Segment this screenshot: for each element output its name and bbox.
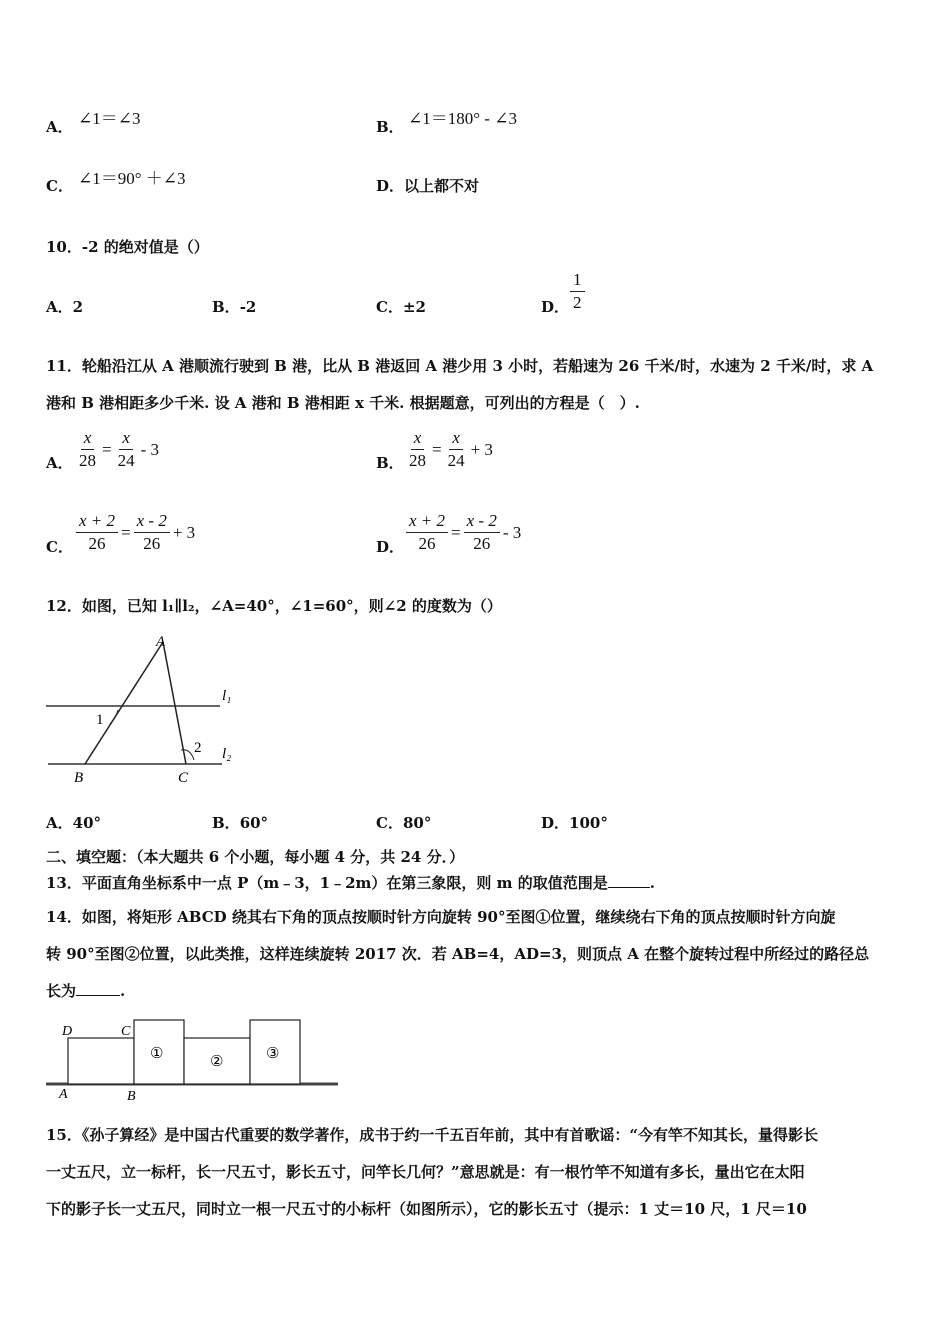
vertex-label-c: C bbox=[121, 1024, 131, 1039]
q10-option-b bbox=[212, 296, 256, 317]
vertex-label-b: B bbox=[127, 1089, 136, 1104]
q11-option-d-equation bbox=[406, 511, 524, 554]
q15-line3: 下的影子长一丈五尺，同时立一根一尺五寸的小标杆（如图所示），它的影长五寸（提示：1 丈＝10 尺，1 尺＝10 bbox=[46, 1200, 807, 1218]
fraction-numerator: x bbox=[411, 428, 425, 450]
fraction bbox=[76, 511, 118, 554]
rectangle-abcd bbox=[68, 1038, 134, 1084]
fraction-denominator: 24 bbox=[117, 451, 135, 470]
angle-label-2: 2 bbox=[194, 740, 202, 756]
q11-option-d-label: D． bbox=[376, 538, 405, 556]
q11-option-b-equation bbox=[406, 428, 496, 471]
equation-tail: - 3 bbox=[502, 522, 522, 542]
line-label-l2: l₂ bbox=[222, 746, 232, 762]
fraction-denominator: 26 bbox=[88, 534, 106, 553]
q12-option-c bbox=[376, 812, 431, 833]
q14-end: . bbox=[120, 982, 126, 1000]
option-text: 2 bbox=[72, 298, 84, 316]
option-text: 100° bbox=[569, 814, 608, 832]
fraction bbox=[406, 511, 448, 554]
option-text: ±2 bbox=[402, 298, 426, 316]
q14-body: 长为 bbox=[46, 982, 77, 1000]
fraction-numerator: x - 2 bbox=[134, 511, 170, 533]
option-label: C． bbox=[46, 177, 73, 195]
vertex-label-d: D bbox=[62, 1024, 73, 1039]
option-text: -2 bbox=[239, 298, 257, 316]
q14-line3 bbox=[46, 980, 125, 1001]
q9-option-b-expr: ∠1＝180° - ∠3 bbox=[408, 109, 517, 128]
q14-line1: 14．如图，将矩形 ABCD 绕其右下角的顶点按顺时针方向旋转 90°至图①位置，继续绕右下角的顶点按顺时针方向旋 bbox=[46, 908, 836, 926]
q9-option-c bbox=[46, 175, 73, 196]
option-label: B． bbox=[212, 814, 240, 832]
line-label-l1: l₁ bbox=[222, 688, 232, 704]
q9-option-a bbox=[46, 116, 73, 137]
fraction-denominator: 2 bbox=[573, 293, 582, 312]
fraction-numerator: x + 2 bbox=[406, 511, 448, 533]
option-text: 以上都不对 bbox=[404, 177, 480, 195]
q14-line2: 转 90°至图②位置，以此类推，这样连续旋转 2017 次．若 AB=4，AD=3，则顶点 A 在整个旋转过程中所经过的路径总 bbox=[46, 945, 870, 963]
fraction bbox=[464, 511, 500, 554]
fraction bbox=[115, 428, 138, 471]
q11-option-c-equation bbox=[76, 511, 198, 554]
option-text: 80° bbox=[402, 814, 432, 832]
q9-option-c-expr: ∠1＝90° ＋∠3 bbox=[78, 169, 186, 188]
vertex-label-a: A bbox=[156, 634, 166, 650]
q11-stem-line1: 11．轮船沿江从 A 港顺流行驶到 B 港，比从 B 港返回 A 港少用 3 小时，若船速为 26 千米/时，水速为 2 千米/时，求 A bbox=[46, 357, 874, 375]
option-label: C． bbox=[376, 814, 403, 832]
q12-option-a bbox=[46, 812, 101, 833]
option-label: C． bbox=[376, 298, 403, 316]
q13-body: 13．平面直角坐标系中一点 P（m﹣3，1﹣2m）在第三象限，则 m 的取值范围是 bbox=[46, 874, 608, 892]
option-label: D． bbox=[541, 298, 570, 316]
option-label: A． bbox=[46, 814, 73, 832]
equals-sign: = bbox=[451, 522, 461, 542]
fraction-denominator: 26 bbox=[143, 534, 161, 553]
q9-option-a-expr: ∠1＝∠3 bbox=[78, 109, 141, 128]
q11-stem-line2: 港和 B 港相距多少千米. 设 A 港和 B 港相距 x 千米. 根据题意，可列出的方程是（ ）. bbox=[46, 394, 640, 412]
fraction-numerator: x bbox=[81, 428, 95, 450]
fraction-numerator: x + 2 bbox=[76, 511, 118, 533]
fraction-denominator: 28 bbox=[409, 451, 426, 470]
angle-label-1: 1 bbox=[96, 712, 104, 728]
equals-sign: = bbox=[121, 522, 131, 542]
position-label-2: ② bbox=[210, 1054, 224, 1070]
vertex-label-b: B bbox=[74, 770, 84, 786]
position-label-1: ① bbox=[150, 1046, 164, 1062]
segment-ac bbox=[163, 642, 186, 764]
fraction-denominator: 26 bbox=[473, 534, 491, 553]
q15-line2: 一丈五尺，立一标杆，长一尺五寸，影长五寸，问竿长几何？”意思就是：有一根竹竿不知道有多长，量出它在太阳 bbox=[46, 1163, 805, 1181]
fraction-numerator: x - 2 bbox=[464, 511, 500, 533]
fraction-numerator: x bbox=[119, 428, 133, 450]
equals-sign: = bbox=[432, 439, 442, 459]
answer-blank bbox=[608, 887, 650, 888]
q11-option-a-equation bbox=[76, 428, 162, 471]
equation-tail: + 3 bbox=[470, 439, 493, 459]
q9-option-b bbox=[376, 116, 404, 137]
q14-figure bbox=[44, 1014, 340, 1104]
position-label-3: ③ bbox=[266, 1046, 280, 1062]
q13-end: . bbox=[649, 874, 655, 892]
q12-option-b bbox=[212, 812, 268, 833]
fraction-denominator: 24 bbox=[447, 451, 465, 470]
fraction-numerator: 1 bbox=[570, 270, 585, 292]
fraction bbox=[76, 428, 99, 471]
q10-option-d bbox=[541, 296, 569, 317]
equation-tail: - 3 bbox=[140, 439, 160, 459]
q10-option-d-fraction bbox=[570, 270, 585, 313]
fraction-denominator: 28 bbox=[79, 451, 96, 470]
equation-tail: + 3 bbox=[172, 522, 196, 542]
q11-option-a-label: A． bbox=[46, 454, 73, 472]
q12-figure bbox=[40, 630, 250, 790]
section-title: 二、填空题：（本大题共 6 个小题，每小题 4 分，共 24 分．） bbox=[46, 848, 465, 866]
q12-stem: 12．如图，已知 l₁∥l₂，∠A=40°，∠1=60°，则∠2 的度数为（） bbox=[46, 597, 502, 615]
q11-option-c-label: C． bbox=[46, 538, 73, 556]
q9-option-d bbox=[376, 175, 479, 196]
option-label: B． bbox=[376, 118, 404, 136]
option-text: 60° bbox=[239, 814, 269, 832]
q15-line1: 15．《孙子算经》是中国古代重要的数学著作，成书于约一千五百年前，其中有首歌谣：“今有竿不知其长，量得影长 bbox=[46, 1126, 819, 1144]
fraction bbox=[134, 511, 170, 554]
option-text: 40° bbox=[72, 814, 102, 832]
segment-ab bbox=[85, 642, 163, 764]
option-label: B． bbox=[212, 298, 240, 316]
q10-option-c bbox=[376, 296, 426, 317]
fraction-numerator: x bbox=[449, 428, 463, 450]
fraction bbox=[445, 428, 468, 471]
equals-sign: = bbox=[102, 439, 112, 459]
option-label: D． bbox=[541, 814, 570, 832]
q12-option-d bbox=[541, 812, 608, 833]
option-label: A． bbox=[46, 118, 73, 136]
q10-option-a bbox=[46, 296, 83, 317]
q11-option-b-label: B． bbox=[376, 454, 404, 472]
vertex-label-a: A bbox=[59, 1087, 68, 1102]
fraction-denominator: 26 bbox=[418, 534, 436, 553]
fraction bbox=[406, 428, 429, 471]
q10-stem: 10．-2 的绝对值是（） bbox=[46, 238, 209, 256]
option-label: D． bbox=[376, 177, 405, 195]
vertex-label-c: C bbox=[178, 770, 189, 786]
option-label: A． bbox=[46, 298, 73, 316]
answer-blank bbox=[76, 995, 120, 996]
q13-text bbox=[46, 872, 655, 893]
